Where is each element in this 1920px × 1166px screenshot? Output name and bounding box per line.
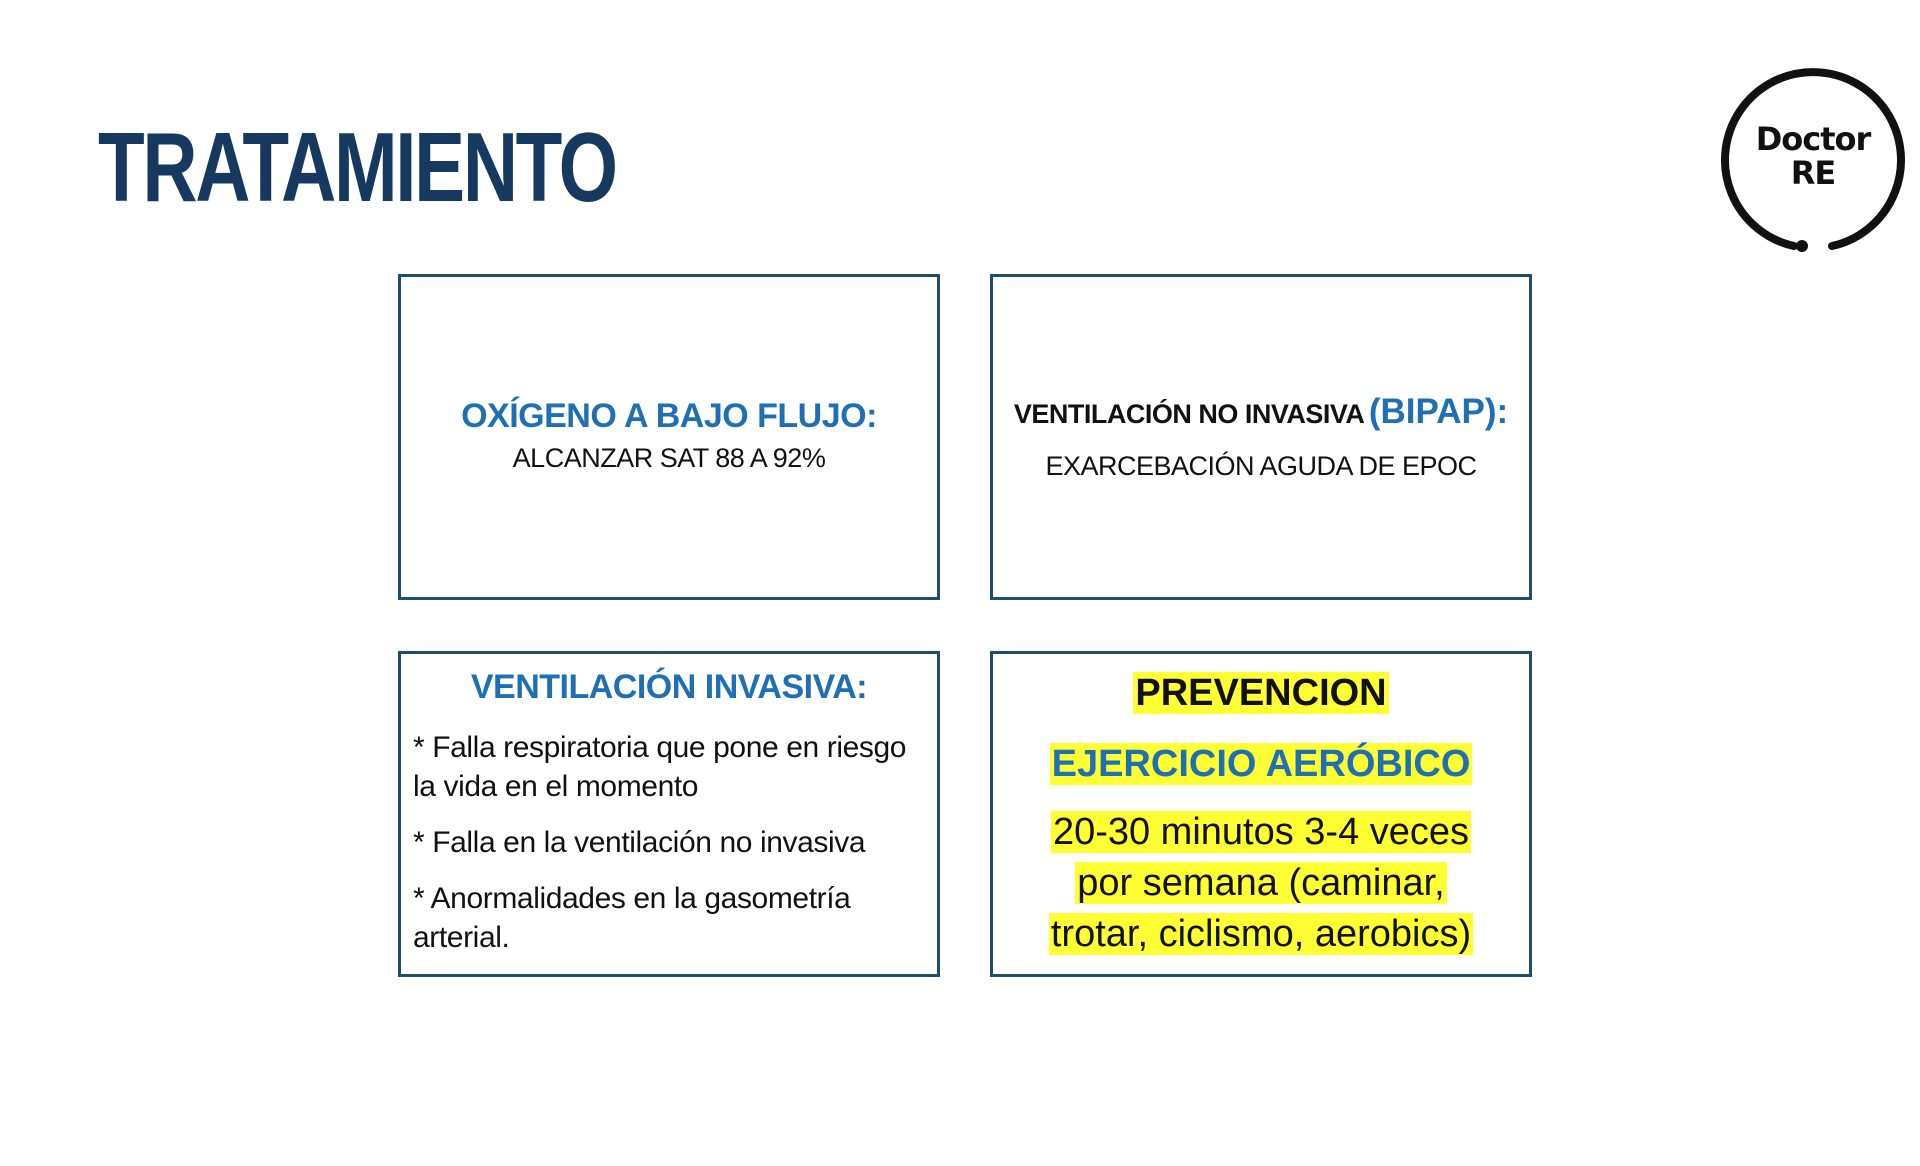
card-oxygen [398,274,940,600]
list-item: * Anormalidades en la gasometría arterial. [413,882,851,954]
logo-line-2: RE [1790,154,1836,192]
logo-line-1: Doctor [1755,120,1871,158]
card-niv-heading [993,392,1529,432]
doctor-re-logo [1719,62,1907,260]
card-oxygen-heading: OXÍGENO A BAJO FLUJO: [461,397,877,435]
card-oxygen-text: ALCANZAR SAT 88 A 92% [512,443,826,473]
page-title: TRATAMIENTO [98,112,616,222]
list-item: * Falla en la ventilación no invasiva [413,826,866,859]
card-niv-heading-bipap: (BIPAP): [1368,392,1509,431]
card-prevention-text-wrap [993,807,1529,960]
card-iv-heading: VENTILACIÓN INVASIVA: [470,668,868,706]
card-prevention [990,651,1532,977]
card-prevention-text: 20-30 minutos 3-4 veces por semana (caminar, trotar, ciclismo, aerobics) [1050,811,1472,955]
card-prevention-title: PREVENCION [1135,672,1387,714]
list-item: * Falla respiratoria que pone en riesgo la vida en el momento [413,731,907,803]
card-prevention-subtitle: EJERCICIO AERÓBICO [1051,743,1471,785]
card-iv-list [413,728,927,974]
card-prevention-subtitle-wrap [993,739,1529,789]
card-invasive-ventilation [398,651,940,977]
card-niv-text: EXARCEBACIÓN AGUDA DE EPOC [1045,451,1477,481]
card-niv-heading-main: VENTILACIÓN NO INVASIVA [1013,399,1365,429]
card-noninvasive-ventilation [990,274,1532,600]
logo-text [1719,122,1907,190]
card-prevention-title-wrap [993,668,1529,718]
